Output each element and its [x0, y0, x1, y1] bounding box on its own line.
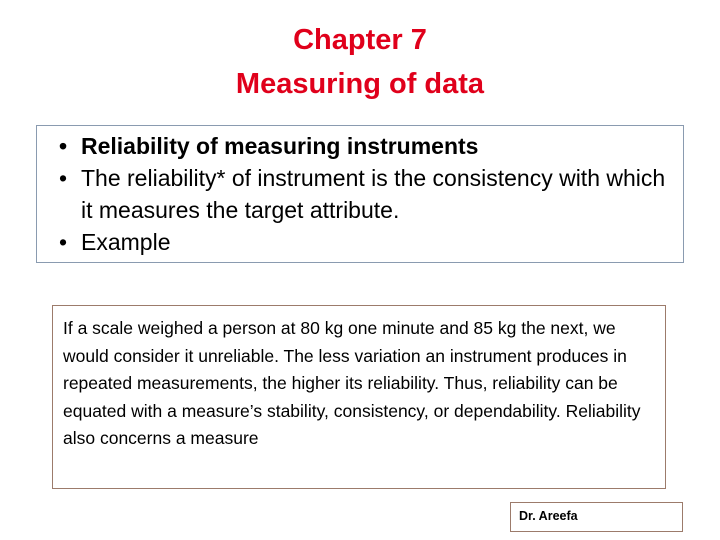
bullet-dot-icon: •: [59, 133, 68, 159]
example-paragraph: If a scale weighed a person at 80 kg one minute and 85 kg the next, we would consider it unreliable. The less variation an instrument produces in repeated measurements, the higher its reliability. Thus, reliability can be equated with a measure’s stability, consistency, or dependability. Reliability also concerns a measure: [63, 318, 641, 448]
author-name: Dr. Areefa: [519, 509, 578, 523]
example-paragraph-box: [52, 305, 666, 489]
bullet-list-box: [36, 125, 684, 263]
bullet-item-definition: [59, 162, 673, 226]
bullet-item-reliability: [59, 130, 673, 162]
bullet-text: Example: [81, 229, 171, 255]
bullet-text: Reliability of measuring instruments: [81, 133, 479, 159]
author-box: [510, 502, 683, 532]
bullet-dot-icon: •: [59, 229, 68, 255]
bullet-dot-icon: •: [59, 165, 68, 191]
title-line-topic: Measuring of data: [235, 68, 485, 100]
bullet-text: The reliability* of instrument is the consistency with which it measures the target attribute.: [81, 165, 666, 223]
bullet-list: [59, 130, 673, 258]
title-line-chapter: Chapter 7: [293, 24, 427, 56]
bullet-item-example: [59, 226, 673, 258]
slide-title: [0, 18, 720, 106]
